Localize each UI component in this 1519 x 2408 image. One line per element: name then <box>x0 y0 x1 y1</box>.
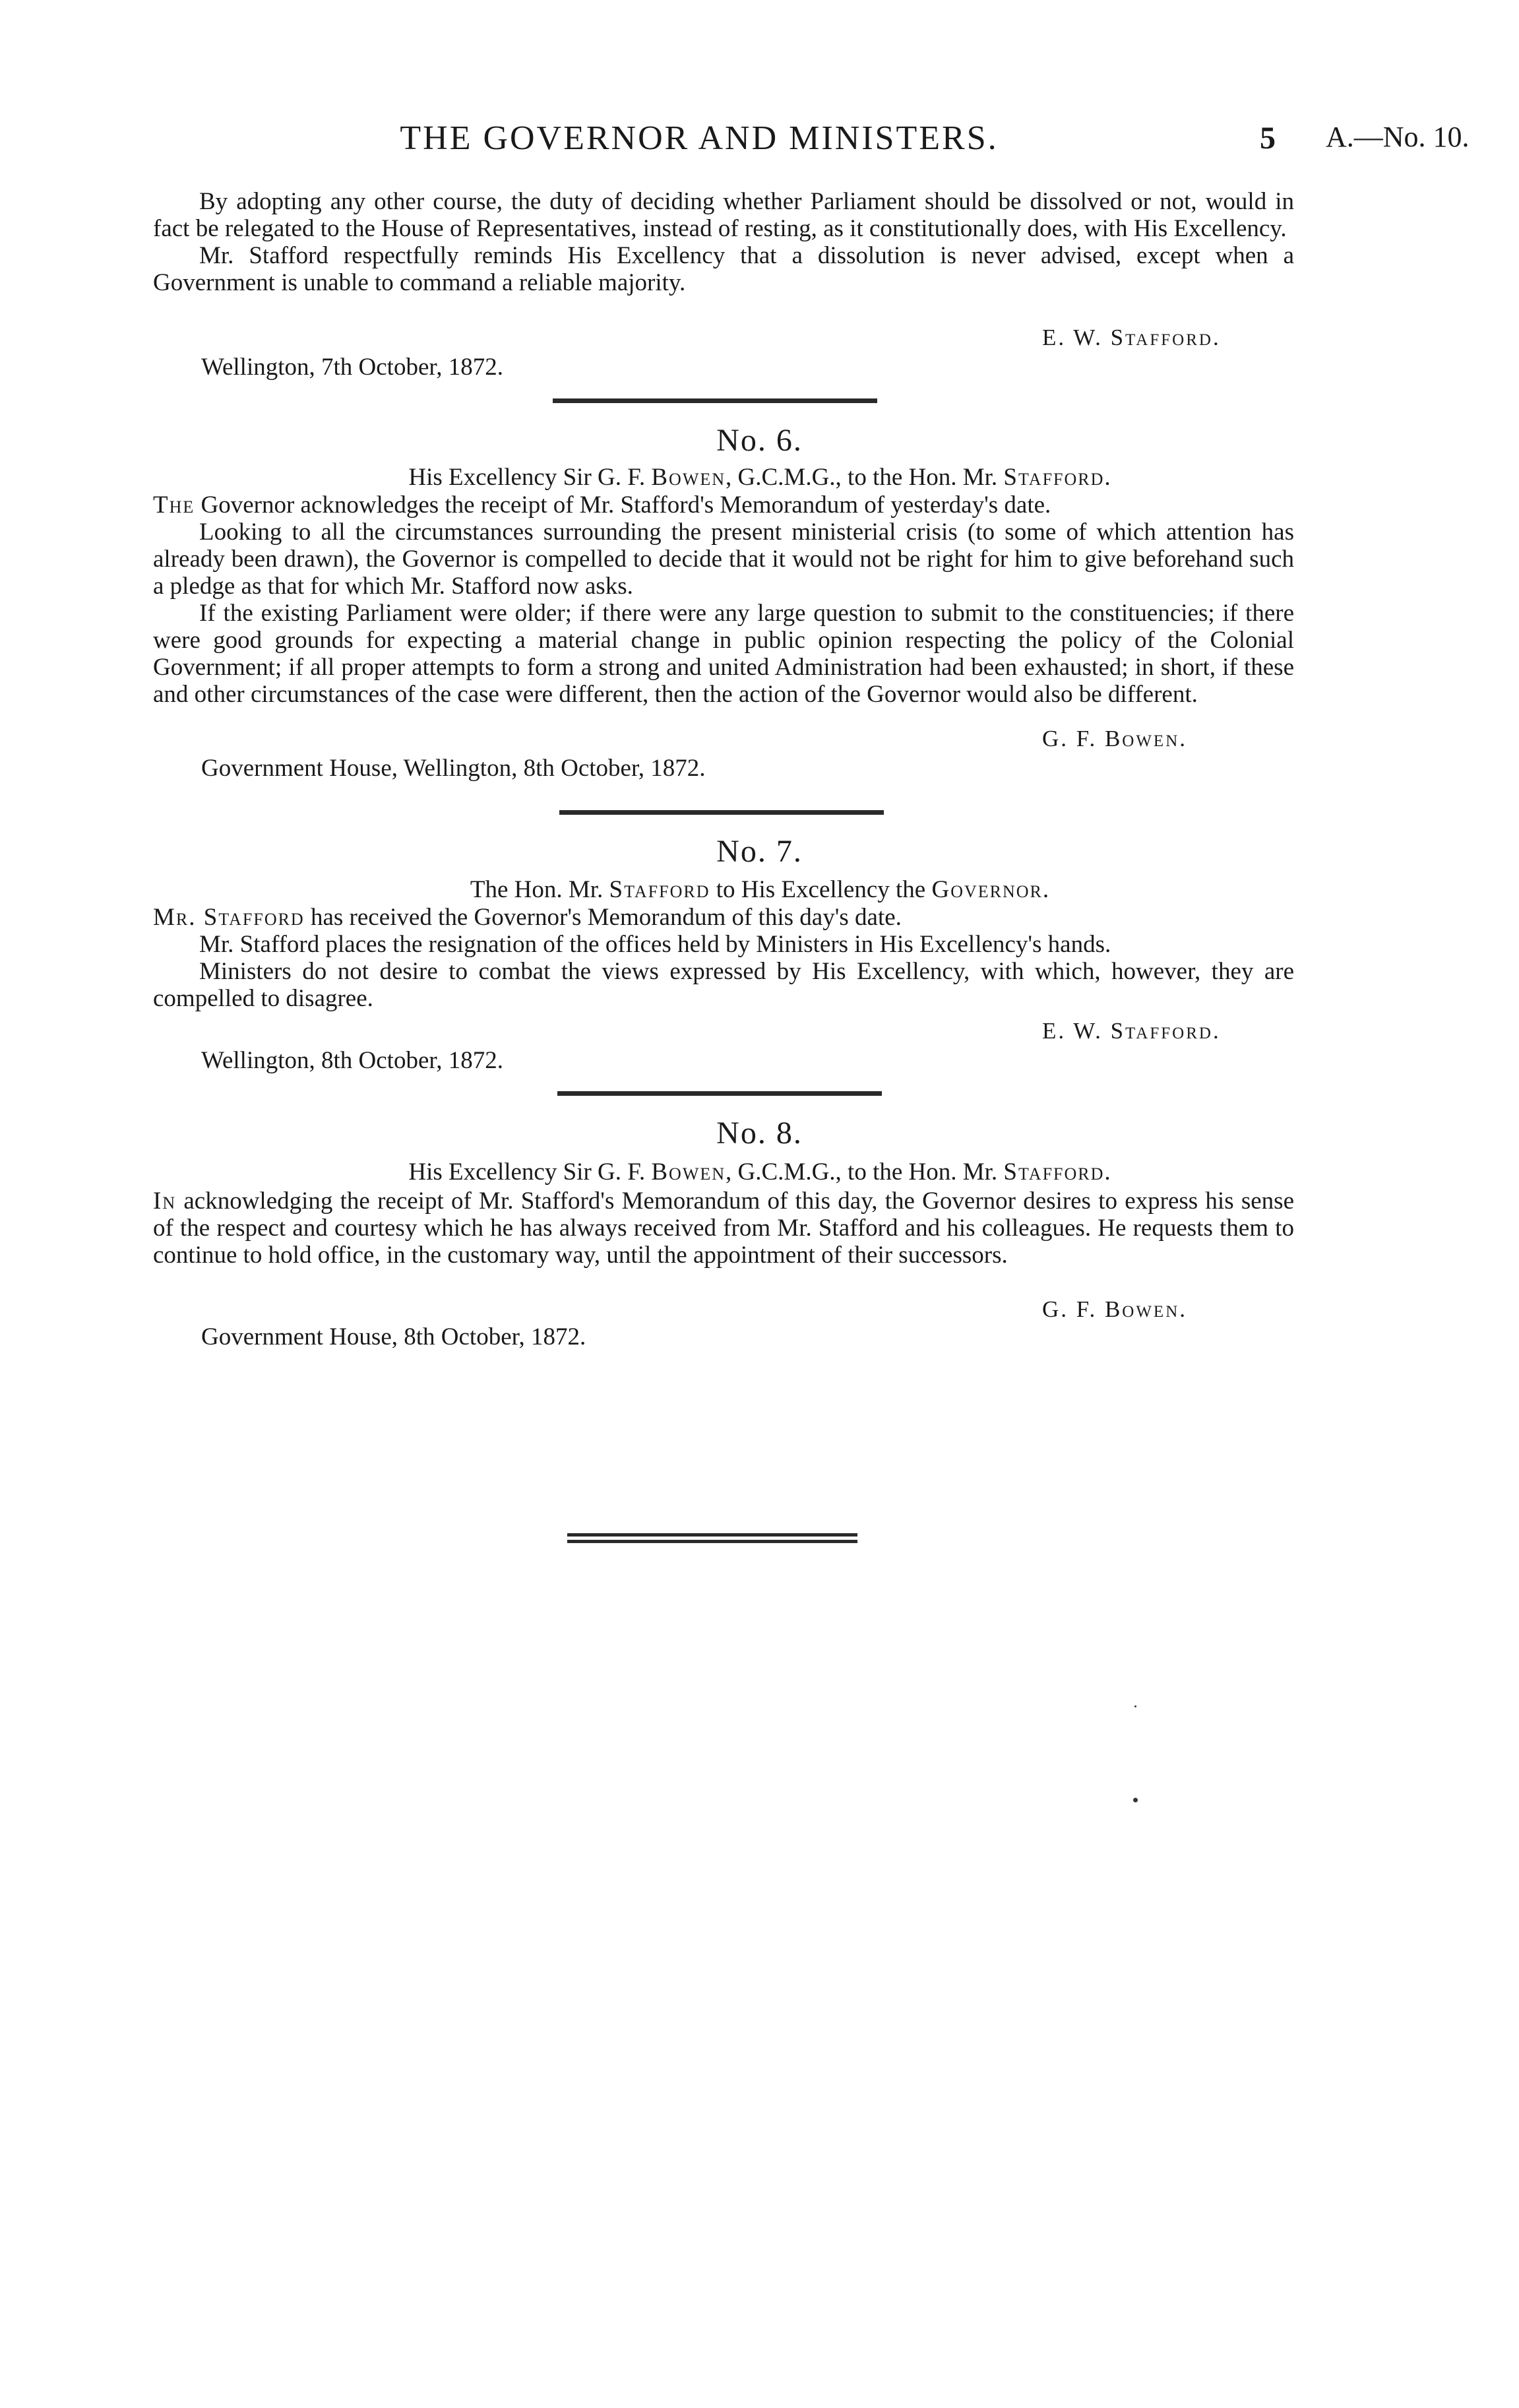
no7-paragraph-1: Mr. Stafford has received the Governor's Memorandum of this day's date. <box>153 904 902 931</box>
page-number: 5 <box>1260 121 1276 156</box>
no6-body <box>153 491 1294 708</box>
memo-number-heading: No. 7. <box>716 834 803 869</box>
section-divider <box>557 1091 882 1096</box>
closing-rule-top <box>567 1533 857 1537</box>
no6-place-date: Government House, Wellington, 8th October, 1872. <box>201 755 706 782</box>
no7-paragraph-2: Mr. Stafford places the resignation of the offices held by Ministers in His Excellency's hands. <box>199 931 1111 958</box>
no6-paragraph-3: If the existing Parliament were older; if there were any large question to submit to the constituencies; if there were good grounds for expecting a material change in public opinion respecting the policy of the Colonial Government; if all proper attempts to form a strong and united Administration had been exhausted; in short, if these and other circumstances of the case were different, then the action of the Governor would also be different. <box>153 600 1294 708</box>
no6-paragraph-2: Looking to all the circumstances surrounding the present ministerial crisis (to some of which attention has already been drawn), the Governor is compelled to decide that it would not be right for him to give beforehand such a pledge as that for which Mr. Stafford now asks. <box>153 519 1294 600</box>
no7-paragraph-3: Ministers do not desire to combat the views expressed by His Excellency, with which, however, they are compelled to disagree. <box>153 958 1294 1012</box>
memo-correspondents: His Excellency Sir G. F. Bowen, G.C.M.G., to the Hon. Mr. Stafford. <box>408 1158 1111 1186</box>
no8-body <box>153 1188 1294 1269</box>
running-header-title: THE GOVERNOR AND MINISTERS. <box>400 119 999 157</box>
scan-speck <box>1133 1798 1138 1802</box>
no5-signature: E. W. Stafford. <box>1042 325 1221 350</box>
closing-rule-bottom <box>567 1540 857 1543</box>
memo-correspondents: His Excellency Sir G. F. Bowen, G.C.M.G., to the Hon. Mr. Stafford. <box>408 464 1111 491</box>
no7-signature: E. W. Stafford. <box>1042 1018 1221 1044</box>
no8-place-date: Government House, 8th October, 1872. <box>201 1323 586 1350</box>
memo-correspondents: The Hon. Mr. Stafford to His Excellency the Governor. <box>470 876 1049 903</box>
memo-number-heading: No. 6. <box>716 423 803 458</box>
no5-paragraph-2: Mr. Stafford respectfully reminds His Excellency that a dissolution is never advised, except when a Government is unable to command a reliable majority. <box>153 242 1294 296</box>
no8-signature: G. F. Bowen. <box>1042 1296 1188 1322</box>
no5-paragraph-1: By adopting any other course, the duty of deciding whether Parliament should be dissolved or not, would in fact be relegated to the House of Representatives, instead of resting, as it constitutionally does, with His Excellency. <box>153 188 1294 242</box>
no5-place-date: Wellington, 7th October, 1872. <box>201 354 503 381</box>
section-divider <box>559 810 884 815</box>
no7-place-date: Wellington, 8th October, 1872. <box>201 1047 503 1074</box>
no5-body <box>153 188 1294 296</box>
section-divider <box>553 398 877 403</box>
paper-reference: A.—No. 10. <box>1326 121 1470 153</box>
scan-speck <box>1134 1705 1136 1707</box>
no7-body <box>153 904 1294 1012</box>
no6-paragraph-1: The Governor acknowledges the receipt of Mr. Stafford's Memorandum of yesterday's date. <box>153 491 1051 519</box>
no8-paragraph-1: In acknowledging the receipt of Mr. Stafford's Memorandum of this day, the Governor desires to express his sense of the respect and courtesy which he has always received from Mr. Stafford and his colleagues. He requests them to continue to hold office, in the customary way, until the appointment of their successors. <box>153 1188 1294 1269</box>
memo-number-heading: No. 8. <box>716 1116 803 1151</box>
no6-signature: G. F. Bowen. <box>1042 726 1188 751</box>
